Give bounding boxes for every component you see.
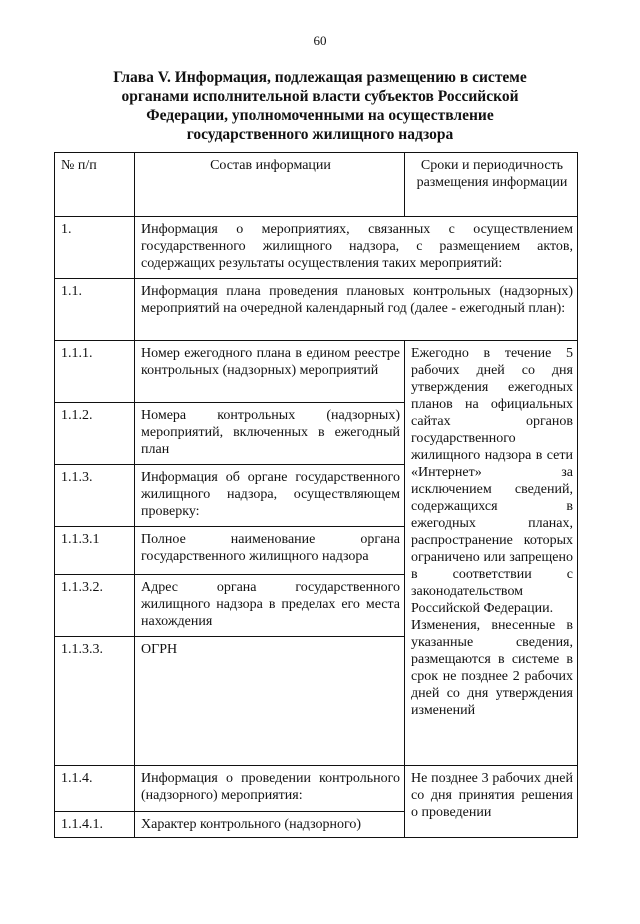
chapter-title <box>80 68 560 144</box>
period-text: Ежегодно в течение 5 рабочих дней со дня утверждения ежегодных планов на официальных сайтах органов государственного жилищного надзора в сети «Интернет» за исключением сведений, содержащихся в ежегодных планах, распространение которых ограничено или запрещено в соответствии с законодательством Российской Федерации. <box>411 346 573 616</box>
row-number: 1.1.2. <box>55 403 135 465</box>
table-row <box>55 341 578 403</box>
row-number: 1.1.4.1. <box>55 812 135 838</box>
chapter-title-line: Глава V. Информация, подлежащая размещению в системе <box>113 69 527 86</box>
period-text-changes: Изменения, внесенные в указанные сведения, размещаются в системе в срок не позднее 2 рабочих дней со дня утверждения изменений <box>411 618 573 718</box>
page-number: 60 <box>313 33 327 48</box>
row-text: Информация о проведении контрольного (надзорного) мероприятия: <box>135 766 405 812</box>
row-text: Номер ежегодного плана в едином реестре контрольных (надзорных) мероприятий <box>135 341 405 403</box>
row-number: 1.1.3.1 <box>55 527 135 575</box>
table-row <box>55 217 578 279</box>
row-number: 1.1.3. <box>55 465 135 527</box>
header-number: № п/п <box>55 153 135 217</box>
period-cell-annual-plan <box>405 341 578 766</box>
row-text: Адрес органа государственного жилищного надзора в пределах его места нахождения <box>135 575 405 637</box>
table-row <box>55 279 578 341</box>
row-text: ОГРН <box>135 637 405 766</box>
row-number: 1.1. <box>55 279 135 341</box>
row-text: Характер контрольного (надзорного) <box>135 812 405 838</box>
table-header-row <box>55 153 578 217</box>
chapter-title-line: органами исполнительной власти субъектов Российской <box>121 88 519 105</box>
table-row <box>55 766 578 812</box>
row-text: Информация об органе государственного жилищного надзора, осуществляющем проверку: <box>135 465 405 527</box>
row-number: 1.1.4. <box>55 766 135 812</box>
row-number: 1.1.3.3. <box>55 637 135 766</box>
chapter-title-line: Федерации, уполномоченными на осуществление <box>146 107 494 124</box>
row-number: 1.1.1. <box>55 341 135 403</box>
header-period: Сроки и периодичность размещения информации <box>405 153 578 217</box>
row-text: Информация плана проведения плановых контрольных (надзорных) мероприятий на очередной календарный год (далее - ежегодный план): <box>135 279 578 341</box>
row-number: 1. <box>55 217 135 279</box>
row-text: Номера контрольных (надзорных) мероприятий, включенных в ежегодный план <box>135 403 405 465</box>
information-table <box>54 152 578 838</box>
header-content: Состав информации <box>135 153 405 217</box>
row-text: Полное наименование органа государственного жилищного надзора <box>135 527 405 575</box>
chapter-title-line: государственного жилищного надзора <box>186 126 454 143</box>
row-text: Информация о мероприятиях, связанных с осуществлением государственного жилищного надзора, с размещением актов, содержащих результаты осуществления таких мероприятий: <box>135 217 578 279</box>
period-cell-inspection: Не позднее 3 рабочих дней со дня принятия решения о проведении <box>405 766 578 838</box>
row-number: 1.1.3.2. <box>55 575 135 637</box>
